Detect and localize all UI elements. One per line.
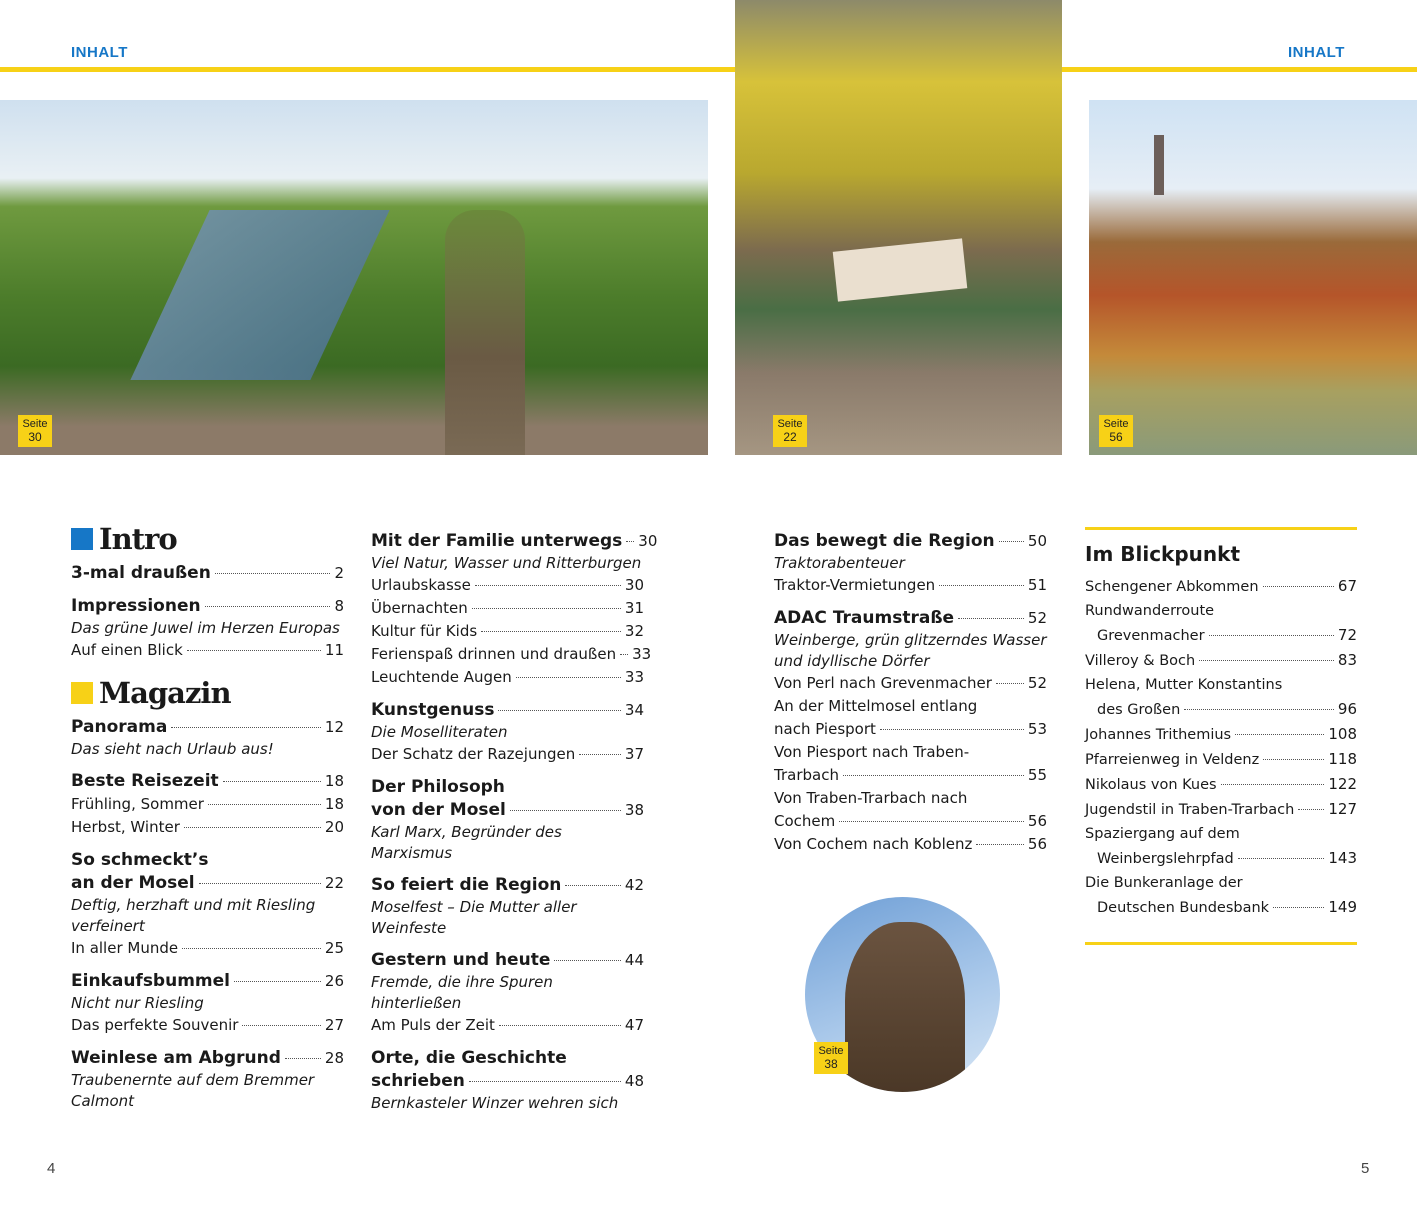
entry-title: Übernachten [371, 599, 468, 617]
leader-dots [626, 541, 634, 542]
page-number-left: 4 [47, 1160, 56, 1177]
entry-title: Helena, Mutter Konstantins [1085, 677, 1283, 693]
entry-title: Impressionen [71, 596, 201, 616]
toc-entry [774, 787, 1047, 810]
toc-heading-entry [71, 562, 344, 585]
toc-entry [371, 643, 652, 666]
page-badge [1099, 415, 1133, 447]
entry-title: Viel Natur, Wasser und Ritterburgen [371, 554, 642, 572]
leader-dots [472, 608, 621, 609]
toc-subtitle [71, 618, 344, 639]
entry-page-number: 50 [1027, 532, 1047, 550]
entry-title: an der Mosel [71, 873, 195, 893]
entry-title: nach Piesport [774, 720, 876, 738]
toc-entry [1085, 697, 1357, 722]
toc-subtitle [371, 722, 644, 743]
entry-title: Auf einen Blick [71, 641, 183, 659]
leader-dots [579, 754, 621, 755]
entry-title: Karl Marx, Begründer des Marxismus [371, 823, 562, 862]
toc-heading-entry [371, 699, 644, 722]
entry-title: Nikolaus von Kues [1085, 777, 1217, 793]
leader-dots [215, 573, 331, 574]
entry-title: Herbst, Winter [71, 818, 180, 836]
leader-dots [199, 883, 321, 884]
entry-title: Einkaufsbummel [71, 971, 230, 991]
leader-dots [976, 844, 1024, 845]
entry-page-number: 47 [624, 1016, 644, 1034]
toc-column-1 [71, 522, 344, 1112]
blue-square-icon [71, 528, 93, 550]
leader-dots [939, 585, 1024, 586]
toc-entry [71, 639, 344, 662]
toc-subtitle [71, 895, 344, 937]
leader-dots [839, 821, 1024, 822]
entry-title: Die Bunkeranlage der [1085, 875, 1243, 891]
entry-title: Die Moselliteraten [371, 723, 508, 741]
entry-page-number: 48 [624, 1072, 644, 1090]
entry-page-number: 52 [1027, 674, 1047, 692]
entry-title: In aller Munde [71, 939, 179, 957]
running-header-left: INHALT [71, 44, 128, 61]
badge-page: 38 [824, 1057, 838, 1071]
entry-title: Orte, die Geschichte [371, 1048, 567, 1068]
entry-page-number: 55 [1027, 766, 1047, 784]
entry-page-number: 32 [624, 622, 644, 640]
leader-dots [996, 683, 1024, 684]
leader-dots [223, 781, 321, 782]
entry-page-number: 72 [1337, 626, 1357, 644]
leader-dots [187, 650, 321, 651]
entry-page-number: 18 [324, 795, 344, 813]
entry-title: Am Puls der Zeit [371, 1016, 495, 1034]
entry-page-number: 37 [624, 745, 644, 763]
entry-title: Fremde, die ihre Spuren hinterließen [371, 973, 553, 1012]
toc-entry [371, 666, 644, 689]
section-title: Intro [99, 522, 177, 556]
entry-title: Traktor-Vermietungen [774, 576, 936, 594]
toc-column-2 [371, 530, 658, 1114]
toc-entry [1085, 599, 1357, 623]
entry-page-number: 31 [624, 599, 644, 617]
toc-subtitle [371, 553, 644, 574]
entry-page-number: 28 [324, 1049, 344, 1067]
entry-title: Weinbergslehrpfad [1097, 851, 1234, 867]
entry-title: Pfarreienweg in Veldenz [1085, 752, 1260, 768]
page-badge [18, 415, 52, 447]
entry-page-number: 20 [324, 818, 344, 836]
toc-subtitle [71, 993, 344, 1014]
running-header-right: INHALT [1288, 44, 1345, 61]
entry-title: Moselfest – Die Mutter aller Weinfeste [371, 898, 577, 937]
toc-subtitle [371, 1093, 644, 1114]
entry-title: Trarbach [774, 766, 839, 784]
toc-subtitle [71, 1070, 344, 1112]
entry-title: des Großen [1097, 702, 1181, 718]
page-badge [773, 415, 807, 447]
toc-heading-entry [71, 716, 344, 739]
entry-page-number: 44 [624, 951, 644, 969]
entry-page-number: 33 [632, 645, 652, 663]
toc-heading-entry [371, 776, 644, 799]
toc-entry [1085, 722, 1357, 747]
toc-heading-entry [371, 1047, 644, 1070]
toc-entry [774, 741, 1047, 764]
entry-title: Cochem [774, 812, 836, 830]
toc-entry [71, 793, 344, 816]
entry-title: Rundwanderroute [1085, 603, 1215, 619]
toc-entry [71, 1014, 344, 1037]
leader-dots [843, 775, 1024, 776]
photo-bistro-terrace [735, 0, 1062, 455]
toc-subtitle [71, 739, 344, 760]
toc-entry [774, 833, 1047, 856]
entry-page-number: 67 [1337, 577, 1357, 595]
entry-title: Der Schatz der Razejungen [371, 745, 576, 763]
toc-entry [774, 718, 1047, 741]
entry-title: Grevenmacher [1097, 628, 1205, 644]
leader-dots [205, 606, 331, 607]
toc-heading-entry [71, 872, 344, 895]
entry-title: Der Philosoph [371, 777, 505, 797]
leader-dots [184, 827, 321, 828]
entry-title: Von Cochem nach Koblenz [774, 835, 973, 853]
toc-entry [1085, 846, 1357, 871]
leader-dots [469, 1081, 621, 1082]
leader-dots [1235, 734, 1324, 735]
entry-title: So schmeckt’s [71, 850, 209, 870]
entry-page-number: 12 [324, 718, 344, 736]
entry-title: Weinberge, grün glitzerndes Wasser und idyllische Dörfer [774, 631, 1047, 670]
toc-heading-entry [371, 530, 658, 553]
badge-page: 22 [783, 430, 797, 444]
toc-entry [1085, 797, 1357, 822]
toc-heading-entry [774, 530, 1047, 553]
entry-title: Weinlese am Abgrund [71, 1048, 281, 1068]
toc-heading-entry [71, 595, 344, 618]
entry-page-number: 30 [624, 576, 644, 594]
leader-dots [1199, 660, 1334, 661]
leader-dots [1221, 784, 1325, 785]
leader-dots [516, 677, 621, 678]
entry-page-number: 122 [1328, 775, 1357, 793]
entry-page-number: 26 [324, 972, 344, 990]
entry-title: Traktorabenteuer [774, 554, 905, 572]
page-number-right: 5 [1361, 1160, 1370, 1177]
toc-heading-entry [71, 770, 344, 793]
leader-dots [499, 1025, 621, 1026]
toc-entry [774, 810, 1047, 833]
entry-title: Beste Reisezeit [71, 771, 219, 791]
toc-entry [371, 597, 644, 620]
entry-page-number: 56 [1027, 812, 1047, 830]
toc-entry [371, 574, 644, 597]
entry-title: Schengener Abkommen [1085, 579, 1259, 595]
entry-title: Das sieht nach Urlaub aus! [71, 740, 274, 758]
entry-page-number: 52 [1027, 609, 1047, 627]
toc-heading-entry [371, 874, 644, 897]
leader-dots [234, 981, 321, 982]
entry-title: ADAC Traumstraße [774, 608, 955, 628]
leader-dots [1298, 809, 1324, 810]
leader-dots [1184, 709, 1334, 710]
toc-entry [371, 620, 644, 643]
entry-page-number: 25 [324, 939, 344, 957]
entry-page-number: 18 [324, 772, 344, 790]
im-blickpunkt-box [1085, 527, 1357, 945]
header-rule-left [0, 67, 735, 72]
entry-title: Deutschen Bundesbank [1097, 900, 1270, 916]
leader-dots [481, 631, 621, 632]
header-rule-right [1062, 67, 1417, 72]
leader-dots [171, 727, 321, 728]
toc-subtitle [371, 972, 644, 1014]
toc-subtitle [774, 630, 1047, 672]
toc-subtitle [371, 897, 644, 939]
toc-entry [774, 764, 1047, 787]
entry-title: Villeroy & Boch [1085, 653, 1196, 669]
entry-title: Das bewegt die Region [774, 531, 995, 551]
toc-entry [71, 937, 344, 960]
entry-title: Panorama [71, 717, 168, 737]
entry-page-number: 22 [324, 874, 344, 892]
entry-page-number: 127 [1328, 800, 1357, 818]
entry-page-number: 143 [1328, 849, 1357, 867]
toc-entry [1085, 673, 1357, 697]
entry-title: Von Traben-Trarbach nach [774, 789, 968, 807]
leader-dots [1263, 586, 1334, 587]
badge-label: Seite [818, 1045, 844, 1057]
entry-page-number: 118 [1328, 750, 1357, 768]
toc-entry [1085, 747, 1357, 772]
leader-dots [242, 1025, 320, 1026]
badge-label: Seite [22, 418, 48, 430]
toc-entry [774, 574, 1047, 597]
entry-page-number: 34 [624, 701, 644, 719]
section-title: Magazin [99, 676, 231, 710]
blickpunkt-title: Im Blickpunkt [1085, 542, 1241, 566]
entry-page-number: 53 [1027, 720, 1047, 738]
entry-title: Jugendstil in Traben-Trarbach [1085, 802, 1295, 818]
entry-title: schrieben [371, 1071, 465, 1091]
photo-hiker-moselle-valley [0, 100, 708, 455]
entry-page-number: 42 [624, 876, 644, 894]
entry-page-number: 83 [1337, 651, 1357, 669]
toc-entry [1085, 772, 1357, 797]
leader-dots [510, 810, 621, 811]
entry-title: Bernkasteler Winzer wehren sich [371, 1094, 619, 1112]
entry-title: Ferienspaß drinnen und draußen [371, 645, 617, 663]
toc-entry [774, 695, 1047, 718]
toc-heading-entry [371, 949, 644, 972]
toc-entry [1085, 574, 1357, 599]
entry-page-number: 33 [624, 668, 644, 686]
entry-page-number: 108 [1328, 725, 1357, 743]
entry-title: An der Mittelmosel entlang [774, 697, 978, 715]
leader-dots [182, 948, 321, 949]
leader-dots [498, 710, 620, 711]
toc-entry [1085, 895, 1357, 920]
entry-page-number: 27 [324, 1016, 344, 1034]
entry-title: Mit der Familie unterwegs [371, 531, 623, 551]
toc-subtitle [774, 553, 1047, 574]
toc-heading-entry [774, 607, 1047, 630]
entry-title: Von Perl nach Grevenmacher [774, 674, 992, 692]
leader-dots [554, 960, 621, 961]
yellow-square-icon [71, 682, 93, 704]
leader-dots [1209, 635, 1334, 636]
entry-title: Kultur für Kids [371, 622, 478, 640]
entry-title: Kunstgenuss [371, 700, 495, 720]
leader-dots [1273, 907, 1324, 908]
leader-dots [1238, 858, 1325, 859]
entry-title: Frühling, Sommer [71, 795, 204, 813]
photo-cochem-castle [1089, 100, 1417, 455]
toc-entry [71, 816, 344, 839]
page-badge [814, 1042, 848, 1074]
entry-title: Von Piesport nach Traben- [774, 743, 970, 761]
entry-title: Nicht nur Riesling [71, 994, 204, 1012]
toc-heading-entry [371, 799, 644, 822]
entry-page-number: 11 [324, 641, 344, 659]
toc-heading-entry [71, 970, 344, 993]
entry-page-number: 2 [334, 564, 344, 582]
leader-dots [208, 804, 321, 805]
toc-entry [1085, 623, 1357, 648]
toc-entry [371, 1014, 644, 1037]
leader-dots [565, 885, 621, 886]
leader-dots [620, 654, 628, 655]
toc-entry [1085, 648, 1357, 673]
entry-title: Leuchtende Augen [371, 668, 512, 686]
leader-dots [880, 729, 1024, 730]
toc-heading-entry [71, 849, 344, 872]
leader-dots [285, 1058, 321, 1059]
entry-title: Johannes Trithemius [1085, 727, 1232, 743]
entry-page-number: 56 [1027, 835, 1047, 853]
badge-page: 30 [28, 430, 42, 444]
section-heading-magazin [71, 676, 344, 710]
leader-dots [1263, 759, 1324, 760]
entry-title: Traubenernte auf dem Bremmer Calmont [71, 1071, 315, 1110]
entry-title: 3-mal draußen [71, 563, 211, 583]
entry-title: Das perfekte Souvenir [71, 1016, 239, 1034]
entry-title: Gestern und heute [371, 950, 551, 970]
entry-page-number: 30 [638, 532, 658, 550]
badge-label: Seite [777, 418, 803, 430]
toc-entry [1085, 822, 1357, 846]
toc-column-3 [774, 530, 1047, 856]
toc-heading-entry [71, 1047, 344, 1070]
badge-page: 56 [1109, 430, 1123, 444]
toc-entry [774, 672, 1047, 695]
leader-dots [475, 585, 621, 586]
toc-heading-entry [371, 1070, 644, 1093]
leader-dots [999, 541, 1024, 542]
entry-page-number: 149 [1328, 898, 1357, 916]
entry-title: von der Mosel [371, 800, 506, 820]
entry-title: So feiert die Region [371, 875, 562, 895]
section-heading-intro [71, 522, 344, 556]
entry-page-number: 51 [1027, 576, 1047, 594]
entry-title: Urlaubskasse [371, 576, 471, 594]
toc-entry [371, 743, 644, 766]
entry-page-number: 38 [624, 801, 644, 819]
entry-title: Spaziergang auf dem [1085, 826, 1240, 842]
entry-title: Deftig, herzhaft und mit Riesling verfeinert [71, 896, 316, 935]
toc-entry [1085, 871, 1357, 895]
badge-label: Seite [1103, 418, 1129, 430]
entry-page-number: 8 [334, 597, 344, 615]
toc-subtitle [371, 822, 644, 864]
entry-title: Das grüne Juwel im Herzen Europas [71, 619, 340, 637]
leader-dots [958, 618, 1024, 619]
entry-page-number: 96 [1337, 700, 1357, 718]
